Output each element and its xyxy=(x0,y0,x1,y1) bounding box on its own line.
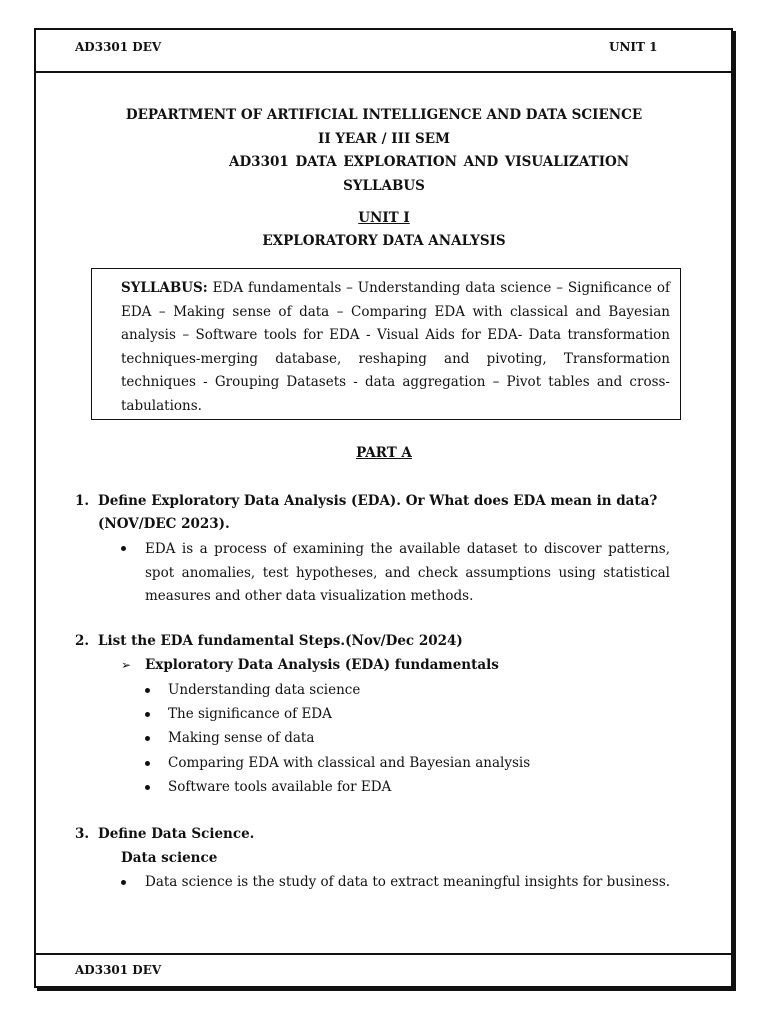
header-course-code: AD3301 DEV xyxy=(75,40,162,54)
question-2-subheading: Exploratory Data Analysis (EDA) fundamentals xyxy=(145,657,499,673)
bullet-icon xyxy=(145,785,150,790)
question-text: List the EDA fundamental Steps.(Nov/Dec 2024) xyxy=(98,633,463,649)
question-1-date: (NOV/DEC 2023). xyxy=(98,516,230,532)
list-item: Making sense of data xyxy=(168,730,315,746)
bullet-icon xyxy=(121,880,126,885)
question-text: Define Data Science. xyxy=(98,826,255,842)
year-semester: II YEAR / III SEM xyxy=(318,131,450,147)
bullet-icon xyxy=(121,546,126,551)
question-number: 2. xyxy=(75,633,90,649)
department-title: DEPARTMENT OF ARTIFICIAL INTELLIGENCE AND DATA SCIENCE xyxy=(125,107,643,123)
list-item: Software tools available for EDA xyxy=(168,779,392,795)
part-heading: PART A xyxy=(356,445,412,461)
unit-title: EXPLORATORY DATA ANALYSIS xyxy=(262,233,506,249)
syllabus-text: EDA fundamentals – Understanding data science – Significance of EDA – Making sense of data – Comparing EDA with classical and Bayesian analysis – Software tools for EDA - Visual Aids for EDA- Data transformation techniques-merging database, reshaping and pivoting, Transformation techniques - Grouping Datasets - data aggregation – Pivot tables and cross-tabulations. xyxy=(121,280,670,414)
syllabus-box xyxy=(91,268,681,420)
syllabus-heading: SYLLABUS xyxy=(343,178,425,194)
footer-course-code: AD3301 DEV xyxy=(75,963,162,977)
header-divider xyxy=(34,71,735,73)
course-title: AD3301 DATA EXPLORATION AND VISUALIZATION xyxy=(229,154,630,170)
list-item: Comparing EDA with classical and Bayesian analysis xyxy=(168,755,531,771)
question-3-subheading: Data science xyxy=(121,850,218,866)
arrow-bullet-icon: ➢ xyxy=(121,658,132,672)
list-item: The significance of EDA xyxy=(168,706,332,722)
bullet-icon xyxy=(145,761,150,766)
question-text: Define Exploratory Data Analysis (EDA). Or What does EDA mean in data? xyxy=(98,493,658,509)
answer-1: EDA is a process of examining the available dataset to discover patterns, spot anomalies, test hypotheses, and check assumptions using statistical measures and other data visualization methods. xyxy=(145,541,670,605)
unit-heading: UNIT I xyxy=(358,210,410,226)
bullet-icon xyxy=(145,736,150,741)
bullet-icon xyxy=(145,712,150,717)
bullet-icon xyxy=(145,688,150,693)
syllabus-label: SYLLABUS: xyxy=(121,280,208,296)
footer-divider xyxy=(34,953,735,955)
answer-3: Data science is the study of data to extract meaningful insights for business. xyxy=(145,874,671,890)
question-number: 1. xyxy=(75,493,90,509)
header-unit: UNIT 1 xyxy=(609,40,658,54)
list-item: Understanding data science xyxy=(168,682,361,698)
question-number: 3. xyxy=(75,826,90,842)
